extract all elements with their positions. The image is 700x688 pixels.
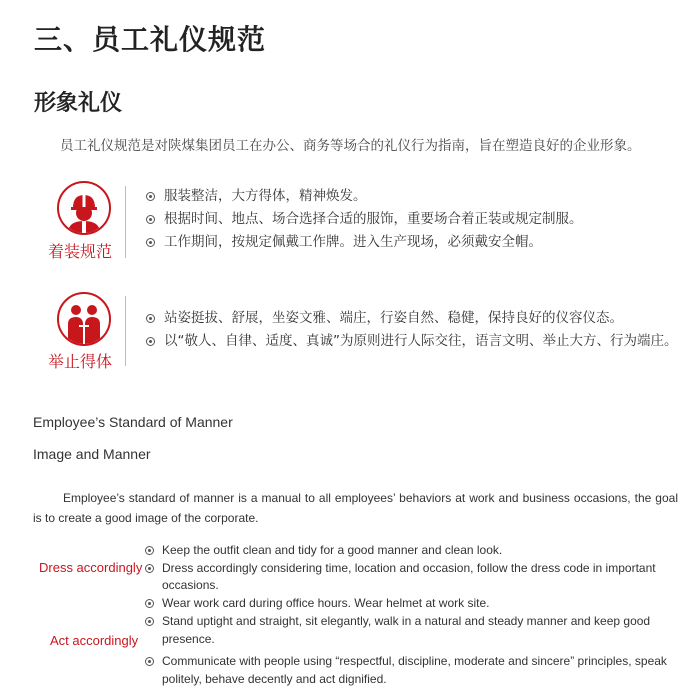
bullet-icon — [145, 564, 154, 573]
dress-label: 着装规范 — [48, 242, 113, 261]
bullet-icon — [146, 238, 155, 247]
dress-list — [146, 185, 583, 254]
list-item: Keep the outfit clean and tidy for a good manner and clean look. — [145, 542, 685, 560]
english-dress-list — [145, 542, 685, 612]
english-dress-label: Dress accordingly — [39, 560, 143, 575]
bullet-icon — [146, 314, 155, 323]
list-item: 工作期间，按规定佩戴工作牌。进入生产现场，必须戴安全帽。 — [146, 231, 583, 254]
manner-list — [146, 307, 678, 353]
list-item: Communicate with people using “respectful, discipline, moderate and sincere” principles, speak politely, behave decently and act dignified. — [145, 653, 678, 688]
section-title: 形象礼仪 — [34, 91, 123, 116]
english-subtitle: Image and Manner — [33, 446, 151, 462]
list-item: Dress accordingly considering time, location and occasion, follow the dress code in important occasions. — [145, 560, 685, 595]
worker-helmet-icon — [57, 181, 111, 235]
english-title: Employee’s Standard of Manner — [33, 414, 233, 430]
bullet-icon — [145, 546, 154, 555]
list-item: 服装整洁，大方得体，精神焕发。 — [146, 185, 583, 208]
bullet-icon — [145, 657, 154, 666]
english-act-label: Act accordingly — [50, 633, 139, 648]
list-item: 根据时间、地点、场合选择合适的服饰，重要场合着正装或规定制服。 — [146, 208, 583, 231]
divider — [125, 296, 126, 366]
manner-label: 举止得体 — [48, 352, 113, 371]
bullet-icon — [146, 215, 155, 224]
list-item: Wear work card during office hours. Wear helmet at work site. — [145, 595, 685, 613]
bullet-icon — [145, 599, 154, 608]
list-item: 以“敬人、自律、适度、真诚”为原则进行人际交往，语言文明、举止大方、行为端庄。 — [146, 330, 678, 353]
bullet-icon — [145, 617, 154, 626]
list-item: 站姿挺拔、舒展，坐姿文雅、端庄，行姿自然、稳健，保持良好的仪容仪态。 — [146, 307, 678, 330]
bullet-icon — [146, 337, 155, 346]
divider — [125, 186, 126, 258]
english-intro: Employee’s standard of manner is a manual to all employees’ behaviors at work and business occasions, the goal is to create a good image of the corporate. — [33, 491, 678, 525]
bullet-icon — [146, 192, 155, 201]
page-title: 三、员工礼仪规范 — [34, 23, 267, 56]
english-act-list — [145, 613, 678, 688]
list-item: Stand uptight and straight, sit elegantly, walk in a natural and steady manner and keep good presence. — [145, 613, 678, 648]
handshake-icon — [57, 292, 111, 346]
intro-text: 员工礼仪规范是对陕煤集团员工在办公、商务等场合的礼仪行为指南，旨在塑造良好的企业形象。 — [60, 138, 641, 154]
